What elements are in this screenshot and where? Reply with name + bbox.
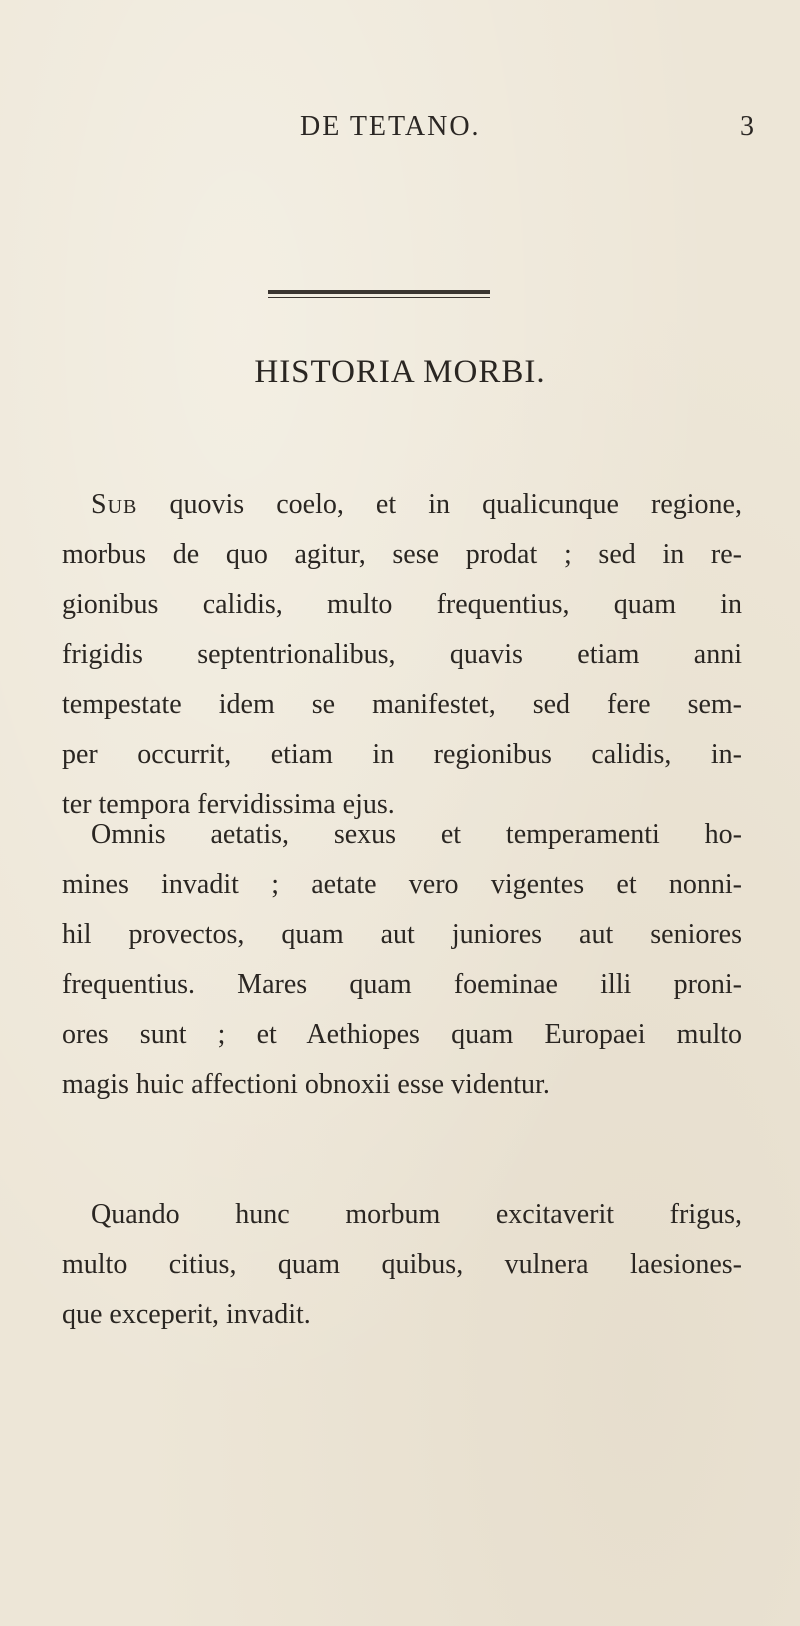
text-line: Quando hunc morbum excitaverit frigus, bbox=[91, 1199, 742, 1230]
text-line: mines invadit ; aetate vero vigentes et nonni- bbox=[62, 869, 742, 900]
ornamental-rule-thin bbox=[268, 297, 490, 298]
text-line-rest: quovis coelo, et in qualicunque regione, bbox=[137, 489, 742, 520]
ornamental-rule-thick bbox=[268, 290, 490, 294]
text-line bbox=[62, 480, 742, 530]
lead-word: Sub bbox=[91, 489, 138, 520]
running-title: DE TETANO. bbox=[300, 111, 481, 142]
paragraph-2 bbox=[62, 810, 742, 1110]
page-number: 3 bbox=[740, 111, 754, 142]
text-line: frequentius. Mares quam foeminae illi proni- bbox=[62, 969, 742, 1000]
paragraph-1 bbox=[62, 480, 742, 830]
text-line: morbus de quo agitur, sese prodat ; sed in re- bbox=[62, 539, 742, 570]
text-line: ter tempora fervidissima ejus. bbox=[62, 789, 395, 820]
text-line: frigidis septentrionalibus, quavis etiam anni bbox=[62, 639, 742, 670]
text-line: multo citius, quam quibus, vulnera laesiones- bbox=[62, 1249, 742, 1280]
text-line: per occurrit, etiam in regionibus calidis, in- bbox=[62, 739, 742, 770]
text-line: tempestate idem se manifestet, sed fere sem- bbox=[62, 689, 742, 720]
text-line: Omnis aetatis, sexus et temperamenti ho- bbox=[91, 819, 742, 850]
text-line: hil provectos, quam aut juniores aut seniores bbox=[62, 919, 742, 950]
text-line: ores sunt ; et Aethiopes quam Europaei multo bbox=[62, 1019, 742, 1050]
text-line: magis huic affectioni obnoxii esse videntur. bbox=[62, 1069, 550, 1100]
paragraph-3 bbox=[62, 1190, 742, 1340]
section-title: HISTORIA MORBI. bbox=[254, 354, 546, 390]
text-line: gionibus calidis, multo frequentius, quam in bbox=[62, 589, 742, 620]
text-line: que exceperit, invadit. bbox=[62, 1299, 311, 1330]
running-head bbox=[0, 111, 800, 151]
